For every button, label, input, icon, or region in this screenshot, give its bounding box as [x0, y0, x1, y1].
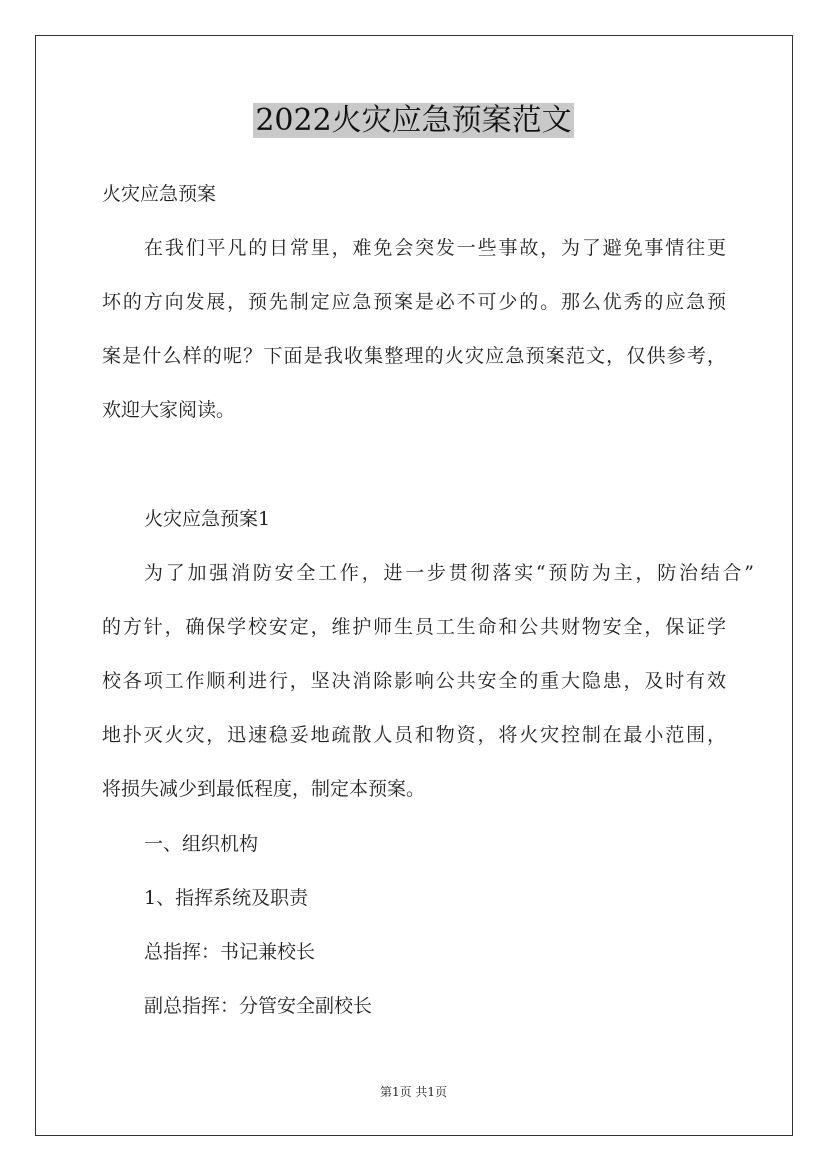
intro-line-4: 欢迎大家阅读。 [102, 399, 236, 421]
intro-line-3: 案是什么样的呢？下面是我收集整理的火灾应急预案范文，仅供参考， [102, 345, 726, 367]
body-line-5: 将损失减少到最低程度，制定本预案。 [102, 778, 426, 800]
command-system-heading: 1、指挥系统及职责 [144, 887, 309, 909]
commander-line: 总指挥：书记兼校长 [144, 941, 316, 963]
org-heading: 一、组织机构 [144, 833, 259, 855]
page-footer: 第1页 共1页 [379, 1085, 448, 1099]
section-title: 火灾应急预案1 [144, 508, 271, 530]
body-line-3: 校各项工作顺利进行，坚决消除影响公共安全的重大隐患，及时有效 [102, 670, 726, 692]
intro-line-2: 坏的方向发展，预先制定应急预案是必不可少的。那么优秀的应急预 [102, 291, 726, 313]
body-line-4: 地扑灭火灾，迅速稳妥地疏散人员和物资，将火灾控制在最小范围， [102, 724, 726, 746]
document-title: 2022火灾应急预案范文 [255, 103, 572, 138]
document-title-block [0, 100, 827, 142]
deputy-commander-line: 副总指挥：分管安全副校长 [144, 995, 373, 1017]
heading-fire-plan: 火灾应急预案 [102, 183, 217, 205]
body-line-1: 为了加强消防安全工作，进一步贯彻落实“预防为主，防治结合” [144, 562, 754, 584]
intro-line-1: 在我们平凡的日常里，难免会突发一些事故，为了避免事情往更 [144, 237, 726, 259]
body-line-2: 的方针，确保学校安定，维护师生员工生命和公共财物安全，保证学 [102, 616, 726, 638]
